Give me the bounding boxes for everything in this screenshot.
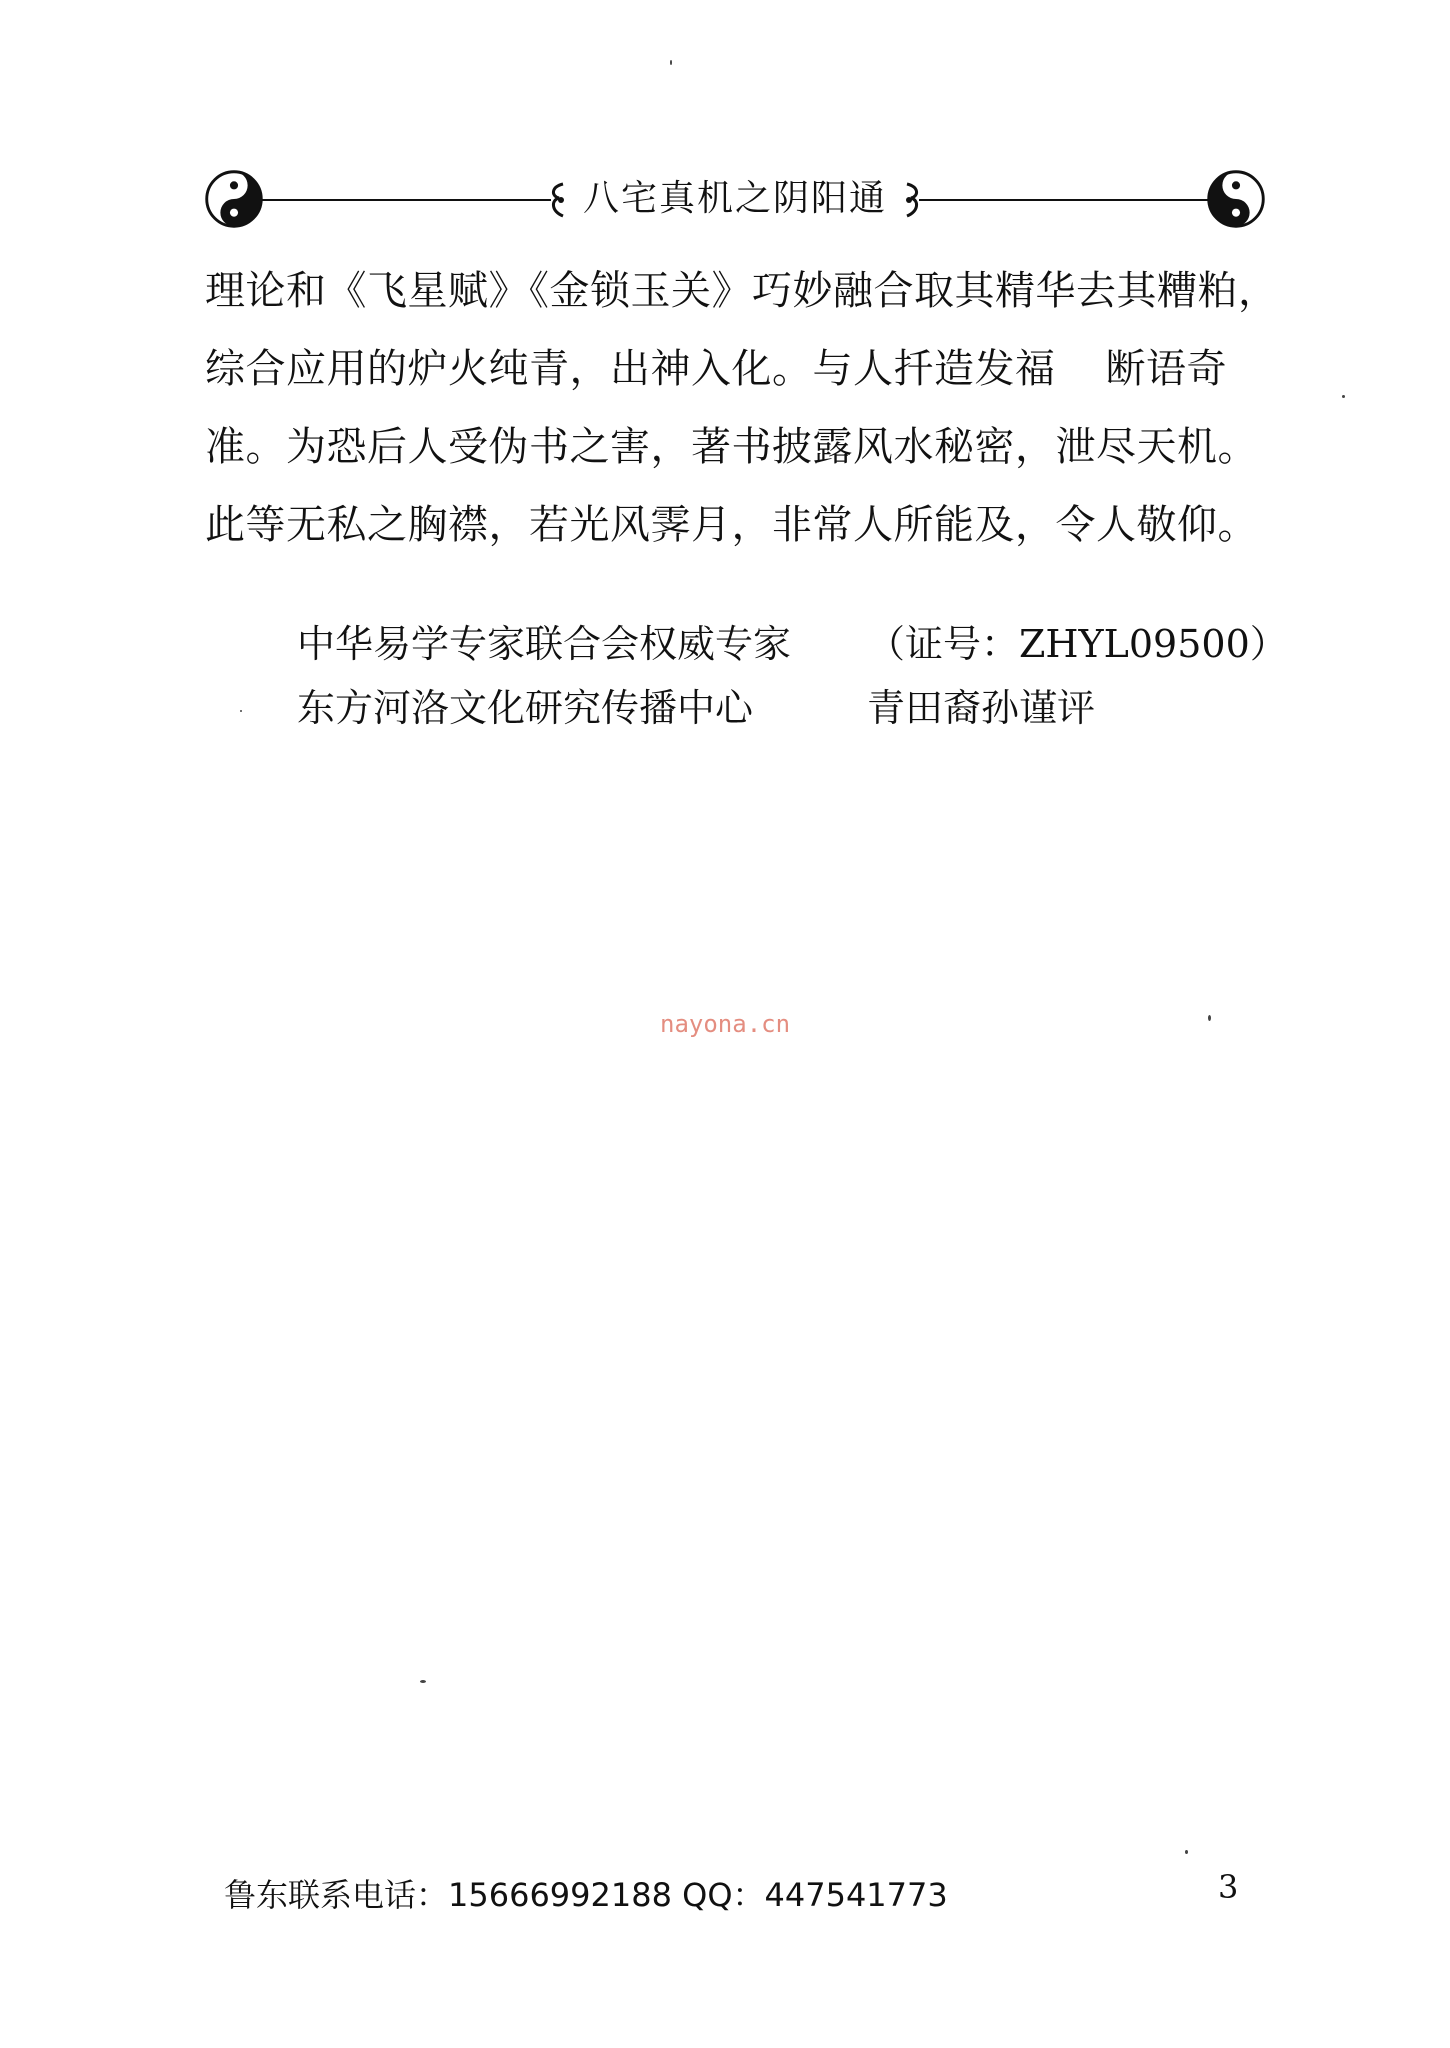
scroll-ornament-icon <box>545 181 567 219</box>
body-paragraph <box>205 252 1279 564</box>
watermark: nayona.cn <box>660 1010 791 1038</box>
scan-speck <box>670 60 672 65</box>
signature-certificate: （证号：ZHYL09500） <box>867 622 1288 666</box>
header-title: 八宅真机之阴阳通 <box>582 178 887 219</box>
paragraph-line: 准。为恐后人受伪书之害，著书披露风水秘密，泄尽天机。 <box>205 424 1258 470</box>
scan-speck <box>420 1680 426 1683</box>
paragraph-line-tail: 断语奇 <box>1105 346 1227 392</box>
yin-yang-icon <box>1207 170 1265 228</box>
signature-block <box>297 612 1288 740</box>
paragraph-line-text: 综合应用的炉火纯青，出神入化。与人扦造发福 <box>205 346 1056 392</box>
signature-author: 青田裔孙谨评 <box>867 686 1096 730</box>
scan-speck <box>1185 1850 1188 1854</box>
signature-organization: 中华易学专家联合会权威专家 <box>297 622 792 666</box>
scan-speck <box>1342 395 1345 398</box>
paragraph-line <box>205 330 1275 408</box>
paragraph-line: 理论和《飞星赋》《金锁玉关》巧妙融合取其精华去其糟粕， <box>205 268 1279 314</box>
signature-center: 东方河洛文化研究传播中心 <box>297 686 754 730</box>
scan-speck <box>240 710 242 712</box>
header-rule-right <box>919 199 1209 201</box>
signature-row <box>297 612 1288 676</box>
running-header <box>205 165 1265 235</box>
scan-speck <box>1208 1015 1211 1021</box>
footer-contact: 鲁东联系电话：15666992188 QQ：447541773 <box>224 1876 948 1914</box>
page-number: 3 <box>1218 1868 1239 1906</box>
paragraph-line: 此等无私之胸襟，若光风霁月，非常人所能及，令人敬仰。 <box>205 502 1258 548</box>
yin-yang-icon <box>205 170 263 228</box>
header-rule-left <box>261 199 551 201</box>
signature-row <box>297 676 1277 740</box>
